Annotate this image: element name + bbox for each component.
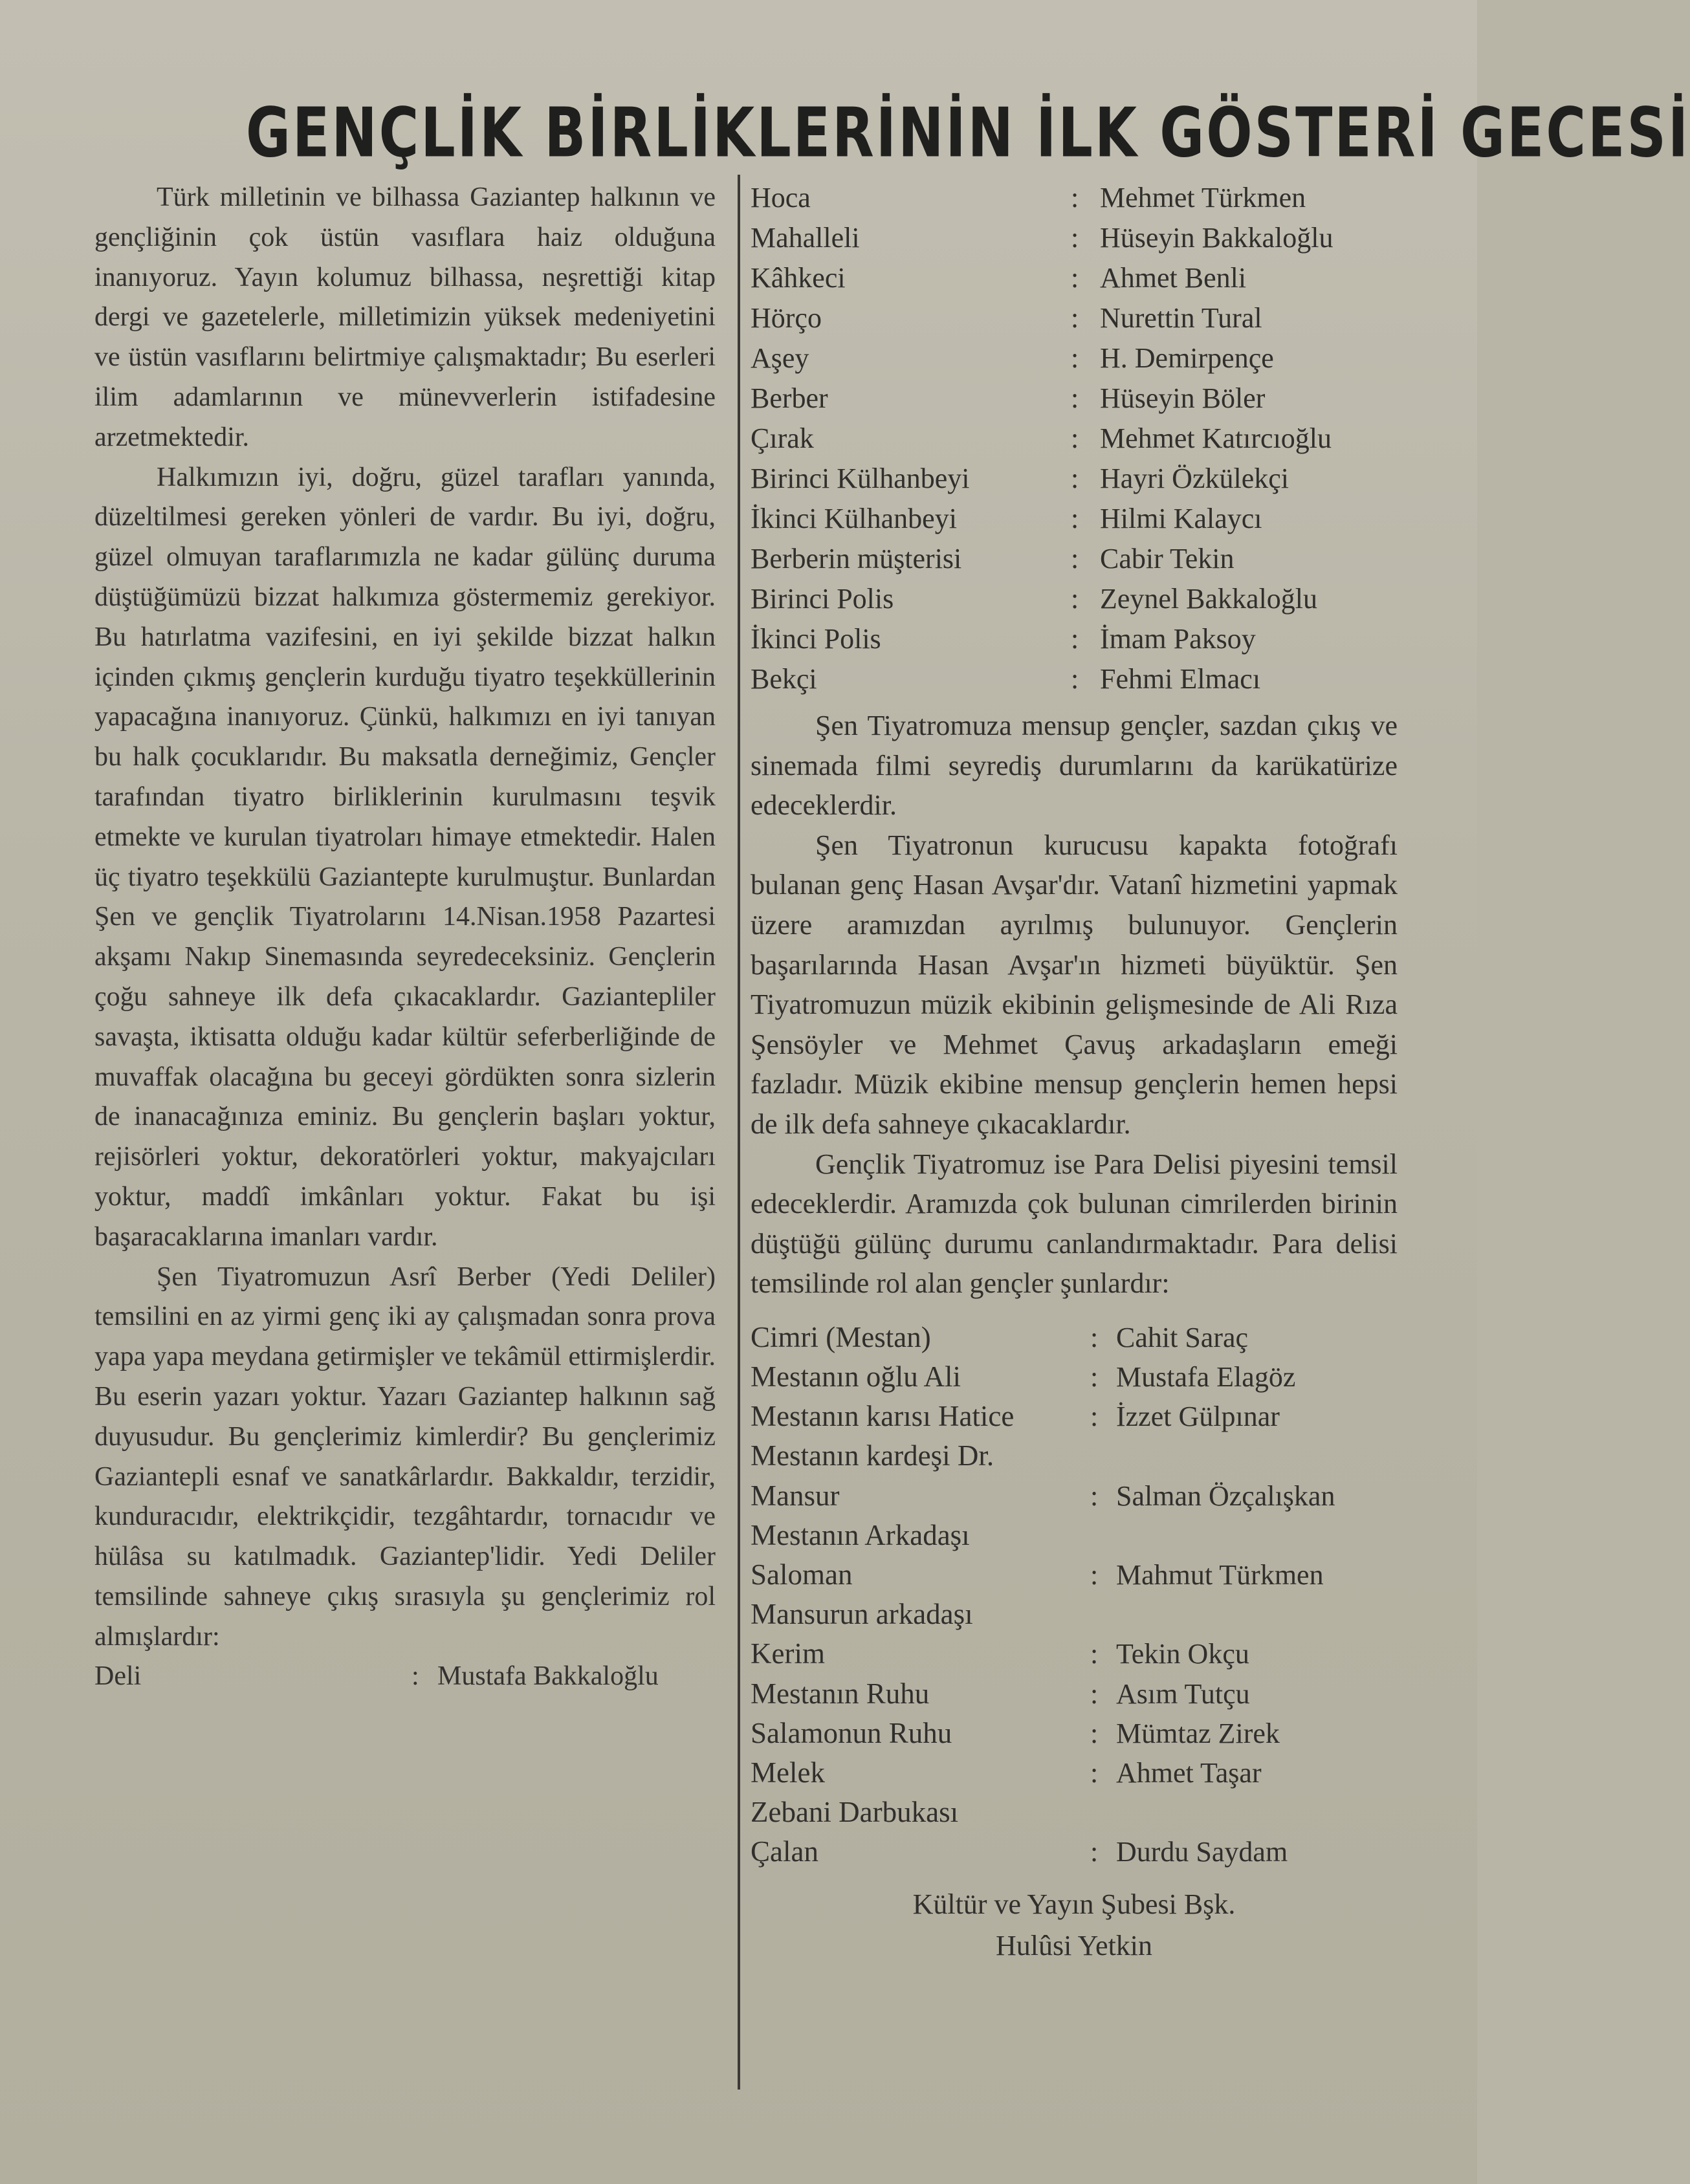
cast-role: Mestanın Ruhu xyxy=(751,1677,930,1710)
cast-role: Deli xyxy=(94,1661,142,1692)
cast-row xyxy=(751,1436,1398,1476)
cast-actor: Mehmet Türkmen xyxy=(1100,182,1306,213)
cast-role: Salamonun Ruhu xyxy=(751,1716,952,1749)
cast-row xyxy=(751,178,1398,218)
paragraph-theatre: Halkımızın iyi, doğru, güzel tarafları yanında, düzeltilmesi gereken yönleri de vardır. Bu iyi, doğru, güzel olmuyan taraflarımızla ne kadar gülünç duruma düştüğümüzü bizzat halkımıza göstermemiz gerekiyor. Bu hatırlatma vazifesini, en iyi şekilde bizzat halkın içinden çıkmış gençlerin kurduğu tiyatro teşekküllerinin yapacağına inanıyoruz. Çünkü, halkımızı en iyi tanıyan bu halk çocuklarıdır. Bu maksatla derneğimiz, Gençler tarafından tiyatro birliklerinin kurulmasını teşvik etmekte ve kurulan tiyatroları himaye etmektedir. Halen üç tiyatro teşekkülü Gaziantepte kurulmuştur. Bunlardan Şen ve gençlik Tiyatrolarını 14.Nisan.1958 Pazartesi akşamı Nakıp Sinemasında seyredeceksiniz. Gençlerin çoğu sahneye ilk defa çıkacaklardır. Gaziantepliler savaşta, iktisatta olduğu kadar kültür seferberliğinde de muvaffak olacağına bu geceyi gördükten sonra sizlerin de inanacağınıza eminiz. Bu gençlerin başları yoktur, rejisörleri yoktur, dekoratörleri yoktur, makyajcıları yoktur, maddî imkânları yoktur. Fakat bu işi başaracaklarına imanları vardır. xyxy=(94,462,716,1252)
cast-colon: : xyxy=(1071,382,1079,414)
cast-role: Mahalleli xyxy=(751,222,860,254)
cast-list-para-delisi xyxy=(751,1318,1398,1872)
cast-actor: Cahit Saraç xyxy=(1116,1321,1249,1353)
cast-row xyxy=(751,258,1398,298)
cast-role: Saloman xyxy=(751,1558,853,1591)
paragraph-founder: Şen Tiyatronun kurucusu kapakta fotoğrafı bulanan genç Hasan Avşar'dır. Vatanî hizmetini yapmak üzere aramızdan ayrılmış bulunuyor. Gençlerin başarılarında Hasan Avşar'ın hizmeti büyüktür. Şen Tiyatromuzun müzik ekibinin gelişmesinde de Ali Rıza Şensöyler ve Mehmet Çavuş arkadaşların emeği fazladır. Müzik ekibine mensup gençlerin hemen hepsi de ilk defa sahneye çıkacaklardır. xyxy=(751,829,1398,1140)
cast-actor: Mehmet Katırcıoğlu xyxy=(1100,422,1332,454)
cast-actor: İzzet Gülpınar xyxy=(1116,1401,1280,1433)
cast-row xyxy=(751,1595,1398,1634)
cast-row xyxy=(751,1357,1398,1397)
cast-role: Berberin müşterisi xyxy=(751,543,962,574)
cast-actor: Mümtaz Zirek xyxy=(1116,1717,1280,1749)
paragraph-genclik: Gençlik Tiyatromuz ise Para Delisi piyesini temsil edeceklerdir. Aramızda çok bulunan cimrilerden birinin düştüğü gülünç durumu canlandırmaktadır. Para delisi temsilinde rol alan gençler şunlardır: xyxy=(751,1148,1398,1300)
cast-role: İkinci Külhanbeyi xyxy=(751,503,957,534)
cast-colon: : xyxy=(1090,1836,1099,1868)
cast-row xyxy=(751,298,1398,338)
cast-actor: Cabir Tekin xyxy=(1100,543,1235,574)
cast-role: Melek xyxy=(751,1756,825,1789)
cast-colon: : xyxy=(1090,1480,1099,1512)
cast-actor: Hüseyin Böler xyxy=(1100,382,1266,414)
cast-colon: : xyxy=(1071,583,1079,615)
headline: GENÇLİK BİRLİKLERİNİN İLK GÖSTERİ GECESİ xyxy=(246,93,1690,173)
cast-colon: : xyxy=(1071,503,1079,534)
cast-row xyxy=(751,1476,1398,1516)
cast-row xyxy=(751,1516,1398,1555)
cast-list-asri-berber xyxy=(751,178,1398,699)
right-column xyxy=(751,178,1398,1967)
cast-colon: : xyxy=(1071,342,1079,374)
cast-role: Hörço xyxy=(751,302,822,334)
cast-role: İkinci Polis xyxy=(751,623,881,655)
cast-colon: : xyxy=(1071,262,1079,294)
cast-row xyxy=(751,1634,1398,1674)
cast-colon: : xyxy=(1090,1361,1099,1393)
cast-actor: Hüseyin Bakkaloğlu xyxy=(1100,222,1333,254)
cast-colon: : xyxy=(1071,623,1079,655)
cast-actor: Salman Özçalışkan xyxy=(1116,1480,1335,1512)
cast-role: Mansurun arkadaşı xyxy=(751,1598,973,1631)
cast-actor: Durdu Saydam xyxy=(1116,1836,1288,1868)
cast-colon: : xyxy=(1090,1677,1099,1710)
cast-row xyxy=(751,1714,1398,1753)
cast-colon: : xyxy=(1090,1321,1099,1353)
cast-row xyxy=(751,459,1398,499)
cast-row xyxy=(751,619,1398,659)
cast-row xyxy=(751,338,1398,378)
signature-title: Kültür ve Yayın Şubesi Bşk. xyxy=(912,1888,1236,1920)
cast-row xyxy=(751,1793,1398,1832)
cast-row xyxy=(751,539,1398,579)
cast-colon: : xyxy=(1071,663,1079,695)
cast-role: Zebani Darbukası xyxy=(751,1796,959,1829)
cast-colon: : xyxy=(1071,463,1079,494)
cast-row xyxy=(751,579,1398,619)
cast-actor: Zeynel Bakkaloğlu xyxy=(1100,583,1318,615)
cast-role: Mestanın oğlu Ali xyxy=(751,1360,961,1393)
cast-row xyxy=(751,218,1398,258)
cast-colon: : xyxy=(1090,1559,1099,1591)
cast-row xyxy=(751,1318,1398,1357)
cast-row xyxy=(751,1674,1398,1714)
cast-role: Birinci Polis xyxy=(751,583,894,615)
cast-actor: Hayri Özkülekçi xyxy=(1100,463,1289,494)
cast-colon: : xyxy=(1071,422,1079,454)
right-text xyxy=(751,706,1398,1304)
cast-role: Cimri (Mestan) xyxy=(751,1320,931,1353)
cast-row xyxy=(751,1832,1398,1872)
cast-role: Mestanın karısı Hatice xyxy=(751,1400,1015,1433)
cast-actor: Mahmut Türkmen xyxy=(1116,1559,1324,1591)
cast-actor: Mustafa Elagöz xyxy=(1116,1361,1296,1393)
cast-role: Mansur xyxy=(751,1479,840,1512)
cast-role: Kerim xyxy=(751,1637,825,1670)
cast-actor: Hilmi Kalaycı xyxy=(1100,503,1262,534)
cast-row xyxy=(751,378,1398,419)
cast-row xyxy=(751,419,1398,459)
cast-actor: H. Demirpençe xyxy=(1100,342,1274,374)
paragraph-sen-musicians: Şen Tiyatromuza mensup gençler, sazdan çıkış ve sinemada filmi seyrediş durumlarını da karükatürize edeceklerdir. xyxy=(751,710,1398,822)
cast-row xyxy=(751,1397,1398,1436)
cast-colon: : xyxy=(1071,182,1079,213)
signature-block xyxy=(751,1884,1398,1967)
cast-role: Berber xyxy=(751,382,828,414)
cast-role: Mestanın kardeşi Dr. xyxy=(751,1439,994,1472)
cast-colon: : xyxy=(1090,1756,1099,1789)
signature-name: Hulûsi Yetkin xyxy=(995,1929,1153,1961)
cast-role: Mestanın Arkadaşı xyxy=(751,1518,970,1551)
cast-row xyxy=(751,1753,1398,1793)
column-divider xyxy=(738,175,740,2090)
cast-row-deli xyxy=(94,1657,716,1697)
cast-actor: Ahmet Benli xyxy=(1100,262,1247,294)
cast-colon: : xyxy=(1090,1717,1099,1749)
cast-role: Bekçi xyxy=(751,663,817,695)
cast-actor: Asım Tutçu xyxy=(1116,1677,1250,1710)
cast-role: Birinci Külhanbeyi xyxy=(751,463,970,494)
cast-colon: : xyxy=(1071,302,1079,334)
cast-role: Aşey xyxy=(751,342,809,374)
cast-role: Hoca xyxy=(751,182,811,213)
cast-row xyxy=(751,1555,1398,1595)
cast-colon: : xyxy=(1090,1401,1099,1433)
cast-row xyxy=(751,659,1398,699)
cast-role: Kâhkeci xyxy=(751,262,846,294)
cast-colon: : xyxy=(1071,543,1079,574)
cast-actor: Nurettin Tural xyxy=(1100,302,1262,334)
cast-row xyxy=(751,499,1398,539)
cast-actor: Tekin Okçu xyxy=(1116,1638,1249,1670)
paragraph-intro: Türk milletinin ve bilhassa Gaziantep halkının ve gençliğinin çok üstün vasıflara haiz olduğuna inanıyoruz. Yayın kolumuz bilhassa, neşrettiği kitap dergi ve gazetelerle, milletimizin yüksek medeniyetini ve üstün vasıflarını belirtmiye çalışmaktadır; Bu eserleri ilim adamlarının ve münevverlerin istifadesine arzetmektedir. xyxy=(94,182,716,452)
left-column xyxy=(94,178,716,1697)
cast-colon: : xyxy=(1071,222,1079,254)
cast-role: Çalan xyxy=(751,1835,818,1868)
cast-actor: Ahmet Taşar xyxy=(1116,1756,1262,1789)
cast-actor: Mustafa Bakkaloğlu xyxy=(437,1661,659,1692)
paragraph-sen-tiyatro: Şen Tiyatromuzun Asrî Berber (Yedi Deliler) temsilini en az yirmi genç iki ay çalışmadan sonra prova yapa yapa meydana getirmişler ve tekâmül ettirmişlerdir. Bu eserin yazarı yoktur. Yazarı Gaziantep halkının sağ duyusudur. Bu gençlerimiz kimlerdir? Bu gençlerimiz Gaziantepli esnaf ve sanatkârlardır. Bakkaldır, terzidir, kunduracıdır, elektrikçidir, tezgâhtardır, tornacıdır ve hülâsa su katılmadık. Gaziantep'lidir. Yedi Deliler temsilinde sahneye çıkış sırasıyla şu gençlerimiz rol almışlardır: xyxy=(94,1261,716,1652)
cast-colon: : xyxy=(1090,1638,1099,1670)
cast-colon: : xyxy=(412,1661,419,1692)
cast-actor: Fehmi Elmacı xyxy=(1100,663,1261,695)
cast-actor: İmam Paksoy xyxy=(1100,623,1256,655)
cast-role: Çırak xyxy=(751,422,814,454)
